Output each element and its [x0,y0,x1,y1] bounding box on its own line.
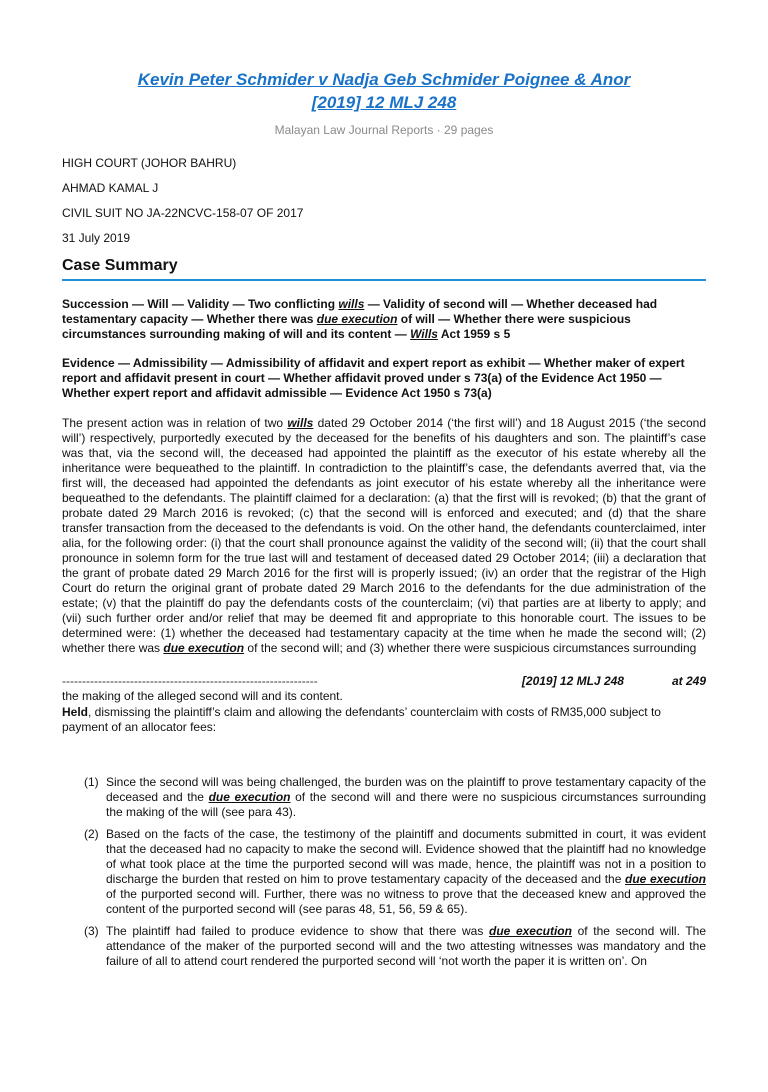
catchword-text: Act 1959 s 5 [437,327,511,341]
page-break-dashes: ---------------------------------------------------------------- [62,674,318,688]
case-title[interactable] [62,68,706,114]
held-list [62,775,706,969]
held-item-number: (2) [84,827,99,841]
held-text-part: of the purported second will. Further, there was no witness to prove that the deceased knew and approved the content of the purported second will (see paras 48, 51, 56, 59 & 65). [106,887,706,916]
held-text-part: Since the second will was being challenged, the burden was on the plaintiff to prove testamentary capacity of the deceased and the [106,775,706,804]
held-item-text [106,827,706,917]
catchword-text: of will — Whether there were suspicious circumstances surrounding making of will and its content — [62,312,631,341]
held-text-part: of the second will and there were no suspicious circumstances surrounding the making of the will (see para 43). [106,790,707,819]
case-citation-link[interactable]: [2019] 12 MLJ 248 [311,93,457,112]
catchword-evidence: Evidence — Admissibility — Admissibility of affidavit and expert report as exhibit — Whether maker of expert report and affidavit present in court — Whether affidavit proved under s 73(a) of the Evidence Act 1950 — Whether expert report and affidavit admissible — Evidence Act 1950 s 73(a) [62,356,685,400]
highlight-term: due execution [625,872,706,886]
catchword-succession [62,297,706,342]
highlight-term: due execution [163,641,245,655]
held-item-text [106,924,706,969]
summary-text: The present action was in relation of two [62,416,288,430]
continuation-text: the making of the alleged second will and its content. [62,689,343,703]
held-paragraph [62,705,706,735]
highlight-term: due execution [488,924,572,938]
highlight-term: wills [338,297,365,311]
highlight-term: due execution [208,790,291,804]
held-item-number: (3) [84,924,99,938]
court-name: HIGH COURT (JOHOR BAHRU) [62,156,237,170]
highlight-term: wills [287,416,314,430]
judgment-date: 31 July 2019 [62,231,131,245]
summary-paragraph [62,416,706,656]
catchword-text: Succession — Will — Validity — Two conflicting [62,297,339,311]
page-citation [522,674,706,688]
highlight-term: due execution [316,312,398,326]
document-subtitle: Malayan Law Journal Reports · 29 pages [274,123,494,137]
held-text: , dismissing the plaintiff’s claim and allowing the defendants’ counterclaim with costs of RM35,000 subject to payment of an allocator fees: [62,705,661,734]
document-page [0,68,768,1092]
highlight-term: Wills [410,327,438,341]
summary-text: of the second will; and (3) whether there were suspicious circumstances surrounding [244,641,697,655]
held-item-text [106,775,706,820]
suit-number: CIVIL SUIT NO JA-22NCVC-158-07 OF 2017 [62,206,304,220]
held-item-number: (1) [84,775,99,789]
summary-text: dated 29 October 2014 (‘the first will’) and 18 August 2015 (‘the second will’) respectively, purportedly executed by the deceased for the benefits of his daughters and son. The plaintiff’s case was that, via the second will, the deceased had appointed the plaintiff as the executor of his estate whereby all the inheritance were bequeathed to the plaintiff. In contradiction to the plaintiff’s case, the defendants averred that, via the first will, the deceased had appointed the defendants as joint executor of his estate whereby all the inheritance were bequeathed to the defendants. The plaintiff claimed for a declaration: (a) that the first will is revoked; (b) that the grant of probate dated 29 March 2016 is revoked; (c) that the second will is enforced and executed; and (d) that the share transfer transaction from the deceased to the defendants is void. On the other hand, the defendants counterclaimed, inter alia, for the following order: (i) that the court shall pronounce against the validity of the second will; (ii) that the court shall pronounce in solemn form for the true last will and testament of deceased dated 29 October 2014; (iii) a declaration that the grant of probate dated 29 March 2016 for the first will is properly issued; (iv) an order that the registrar of the High Court do return the original grant of probate dated 29 March 2016 to the defendants for the due administration of the estate; (v) that the plaintiff do pay the defendants costs of the counterclaim; (vi) that parties are at liberty to apply; and (vii) such further order and/or relief that may be deemed fit and appropriate to this honorable court. The issues to be determined were: (1) whether the deceased had testamentary capacity at the time when he made the second will; (2) whether there was [62,416,706,655]
case-meta [62,157,706,245]
held-text-part: The plaintiff had failed to produce evidence to show that there was [106,924,489,938]
page-citation-ref: [2019] 12 MLJ 248 [521,674,624,688]
page-break-marker [62,674,706,688]
held-item [62,924,706,969]
held-text-part: Based on the facts of the case, the testimony of the plaintiff and documents submitted in court, it was evident that the deceased had no capacity to make the second will. Evidence showed that the plaintiff had no knowledge of what took place at the time the purported second will was made, hence, the plaintiff was not in a position to discharge the burden that rested on him to prove testamentary capacity of the deceased and the [106,827,706,886]
held-item [62,775,706,820]
held-item [62,827,706,917]
page-number-ref: at 249 [671,674,706,688]
judge-name: AHMAD KAMAL J [62,181,159,195]
case-summary-heading: Case Summary [62,257,706,281]
catchword-text: — Validity of second will — Whether deceased had testamentary capacity — Whether there was [62,297,658,326]
held-text-part: of the second will. The attendance of the maker of the purported second will and the two attesting witnesses was mandatory and the failure of all to attend court rendered the purported second will ‘not worth the paper it is written on’. On [106,924,707,968]
held-label: Held [62,705,89,719]
case-title-link[interactable]: Kevin Peter Schmider v Nadja Geb Schmider Poignee & Anor [137,70,631,89]
